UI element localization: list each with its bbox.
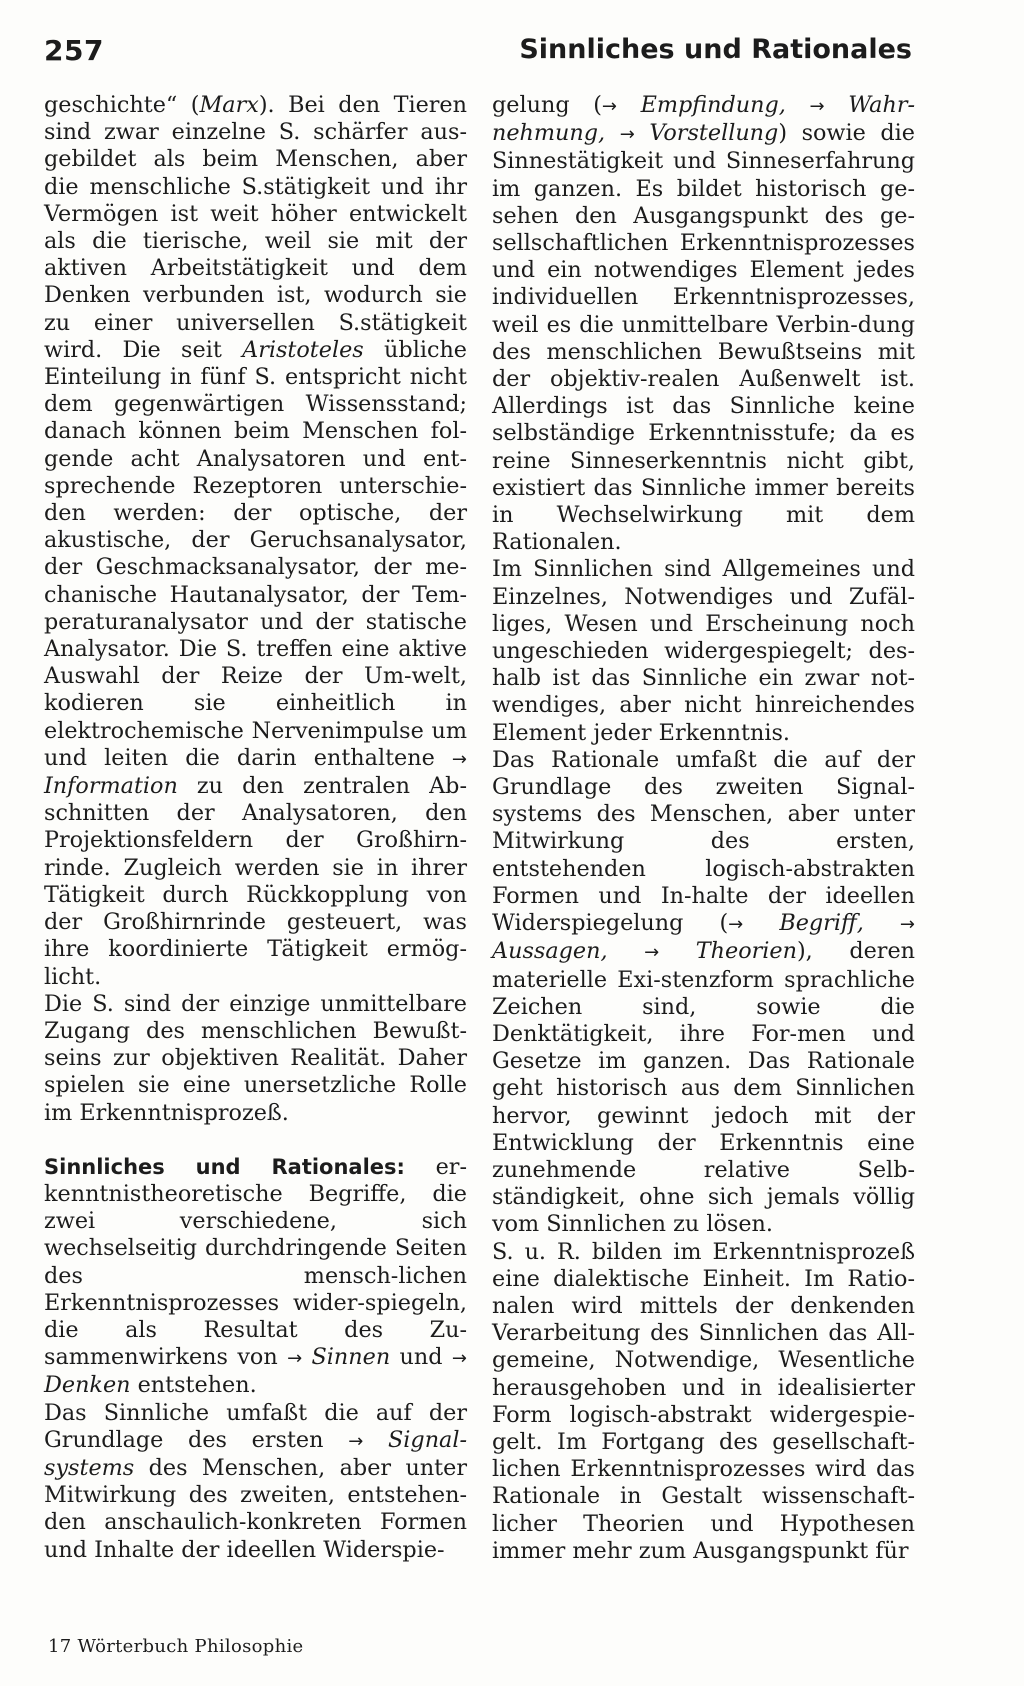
paragraph: Das Rationale umfaßt die auf der Grundlage des zweiten Signal-systems des Menschen, aber unter Mitwirkung des ersten, entstehenden logisch-abstrakten Formen und In-halte der ideellen Widerspiegelung (→ Begriff, → Aussagen, → Theorien), deren materielle Exi-stenzform sprachliche Zeichen sind, sowie die Denktätigkeit, ihre For-men und Gesetze im ganzen. Das Rationale geht historisch aus dem Sinnlichen hervor, gewinnt jedoch mit der Entwicklung der Erkenntnis eine zunehmende relative Selb-ständigkeit, ohne sich jemals völlig vom Sinnlichen zu lösen. xyxy=(492,746,916,1238)
cross-reference-arrow-icon: → xyxy=(728,914,744,936)
cross-reference-arrow-icon: → xyxy=(451,748,467,770)
footer-signature: 17 Wörterbuch Philosophie xyxy=(48,1636,304,1657)
cross-reference-arrow-icon: → xyxy=(619,124,635,146)
right-column xyxy=(492,92,915,1565)
cross-reference-link[interactable]: Vorstellung xyxy=(649,120,779,147)
cross-reference-arrow-icon: → xyxy=(451,1348,467,1370)
cross-reference-link[interactable]: Denken xyxy=(44,1372,131,1399)
cross-reference-arrow-icon: → xyxy=(348,1430,364,1452)
cross-reference-link[interactable]: Wahr-nehmung, xyxy=(492,92,916,147)
paragraph: Im Sinnlichen sind Allgemeines und Einzelnes, Notwendiges und Zufäl-liges, Wesen und Erscheinung noch ungeschieden widergespiegelt; des-halb ist das Sinnliche ein zwar not-wendiges, aber nicht hinreichendes Element jeder Erkenntnis. xyxy=(492,556,915,746)
entry-heading: Sinnliches und Rationales: xyxy=(44,1154,405,1179)
entry-paragraph: Sinnliches und Rationales: er-kenntnistheoretische Begriffe, die zwei verschiedene, sich wechselseitig durchdringende Seiten des mensch-lichen Erkenntnisprozesses wider-spiegeln, die als Resultat des Zu-sammenwirkens von → Sinnen und → Denken entstehen. xyxy=(44,1153,467,1399)
paragraph: geschichte“ (Marx). Bei den Tieren sind zwar einzelne S. schärfer aus-gebildet als beim Menschen, aber die menschliche S.stätigkeit und ihr Vermögen ist weit höher entwickelt als die tierische, weil sie mit der aktiven Arbeitstätigkeit und dem Denken verbunden ist, wodurch sie zu einer universellen S.stätigkeit wird. Die seit Aristoteles übliche Einteilung in fünf S. entspricht nicht dem gegenwärtigen Wissensstand; danach können beim Menschen fol-gende acht Analysatoren und ent-sprechende Rezeptoren unterschie-den werden: der optische, der akustische, der Geruchsanalysator, der Geschmacksanalysator, der me-chanische Hautanalysator, der Tem-peraturanalysator und der statische Analysator. Die S. treffen eine aktive Auswahl der Reize der Um-welt, kodieren sie einheitlich in elektrochemische Nervenimpulse um und leiten die darin enthaltene → Information zu den zentralen Ab-schnitten der Analysatoren, den Projektionsfeldern der Großhirn-rinde. Zugleich werden sie in ihrer Tätigkeit durch Rückkopplung von der Großhirnrinde gesteuert, was ihre koordinierte Tätigkeit ermög-licht. xyxy=(44,92,467,990)
cross-reference-arrow-icon: → xyxy=(287,1348,303,1370)
cross-reference-link[interactable]: Theorien xyxy=(695,938,797,965)
running-title: Sinnliches und Rationales xyxy=(519,34,912,65)
paragraph: Die S. sind der einzige unmittelbare Zugang des menschlichen Bewußt-seins zur objektiven Realität. Daher spielen sie eine unersetzliche Rolle im Erkenntnisprozeß. xyxy=(44,990,467,1126)
paragraph: gelung (→ Empfindung, → Wahr-nehmung, → Vorstellung) sowie die Sinnestätigkeit und Sinneserfahrung im ganzen. Es bildet historisch ge-sehen den Ausgangspunkt des ge-sellschaftlichen Erkenntnisprozesses und ein notwendiges Element jedes individuellen Erkenntnisprozesses, weil es die unmittelbare Verbin-dung des menschlichen Bewußtseins mit der objektiv-realen Außenwelt ist. Allerdings ist das Sinnliche keine selbständige Erkenntnisstufe; da es reine Sinneserkenntnis nicht gibt, existiert das Sinnliche immer bereits in Wechselwirkung mit dem Rationalen. xyxy=(492,92,916,556)
cross-reference-link[interactable]: Information xyxy=(44,773,178,800)
cross-reference-link[interactable]: Begriff, xyxy=(779,910,864,937)
paragraph: S. u. R. bilden im Erkenntnisprozeß eine dialektische Einheit. Im Ratio-nalen wird mittels der denkenden Verarbeitung des Sinnlichen das All-gemeine, Notwendige, Wesentliche herausgehoben und in idealisierter Form logisch-abstrakt widergespie-gelt. Im Fortgang des gesellschaft-lichen Erkenntnisprozesses wird das Rationale in Gestalt wissenschaft-licher Theorien und Hypothesen immer mehr zum Ausgangspunkt für xyxy=(492,1238,915,1564)
cross-reference-link[interactable]: Signal-systems xyxy=(44,1426,468,1481)
cross-reference-arrow-icon: → xyxy=(601,96,617,117)
cross-reference-link[interactable]: Sinnen xyxy=(311,1344,391,1371)
left-column xyxy=(44,92,467,1564)
cross-reference-link[interactable]: Aussagen, xyxy=(492,938,608,965)
italic-term: Marx xyxy=(199,92,259,118)
cross-reference-arrow-icon: → xyxy=(899,914,915,936)
paragraph: Das Sinnliche umfaßt die auf der Grundlage des ersten → Signal-systems des Menschen, aber unter Mitwirkung des zweiten, entstehen-den anschaulich-konkreten Formen und Inhalte der ideellen Widerspie- xyxy=(44,1399,468,1563)
page-number: 257 xyxy=(44,34,104,67)
italic-term: Aristoteles xyxy=(242,336,364,363)
cross-reference-arrow-icon: → xyxy=(644,942,660,964)
cross-reference-link[interactable]: Empfindung, xyxy=(640,92,786,118)
cross-reference-arrow-icon: → xyxy=(809,96,825,117)
